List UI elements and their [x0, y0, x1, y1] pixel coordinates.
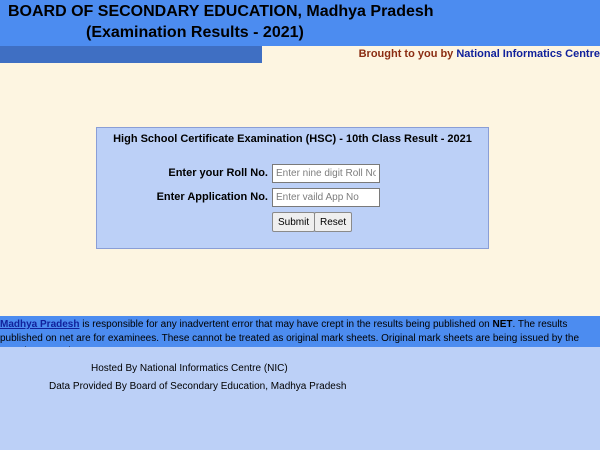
data-provided-text: Data Provided By Board of Secondary Education, Madhya Pradesh [49, 381, 347, 392]
credit-bar [0, 46, 600, 63]
net-keyword: NET [492, 319, 513, 330]
submit-button[interactable]: Submit [272, 212, 315, 232]
roll-no-label: Enter your Roll No. [168, 167, 268, 179]
footer [0, 347, 600, 450]
result-form-panel [96, 127, 489, 249]
credit-bar-accent [0, 46, 262, 63]
disclaimer-part-2: . The results published on net are for examinees. These cannot be treated as original mark sheets. Original mark sheets are being issued by the [0, 319, 580, 344]
madhya-pradesh-link[interactable]: Madhya Pradesh [0, 319, 80, 330]
roll-no-input[interactable] [272, 164, 380, 183]
credit-text [359, 48, 600, 60]
board-title: BOARD OF SECONDARY EDUCATION, Madhya Pradesh [8, 3, 434, 20]
exam-heading: High School Certificate Examination (HSC) - 10th Class Result - 2021 [113, 133, 472, 145]
application-no-label: Enter Application No. [156, 191, 268, 203]
hosted-by-text: Hosted By National Informatics Centre (NIC) [91, 363, 288, 374]
disclaimer-part-1: is responsible for any inadvertent error that may have crept in the results being published on [79, 319, 493, 330]
page-header [0, 0, 600, 46]
disclaimer-bar [0, 316, 600, 347]
reset-button[interactable]: Reset [314, 212, 352, 232]
application-no-input[interactable] [272, 188, 380, 207]
credit-prefix: Brought to you by [358, 48, 457, 60]
results-subtitle: (Examination Results - 2021) [86, 24, 304, 41]
nic-credit-link[interactable]: National Informatics Centre [456, 48, 600, 60]
